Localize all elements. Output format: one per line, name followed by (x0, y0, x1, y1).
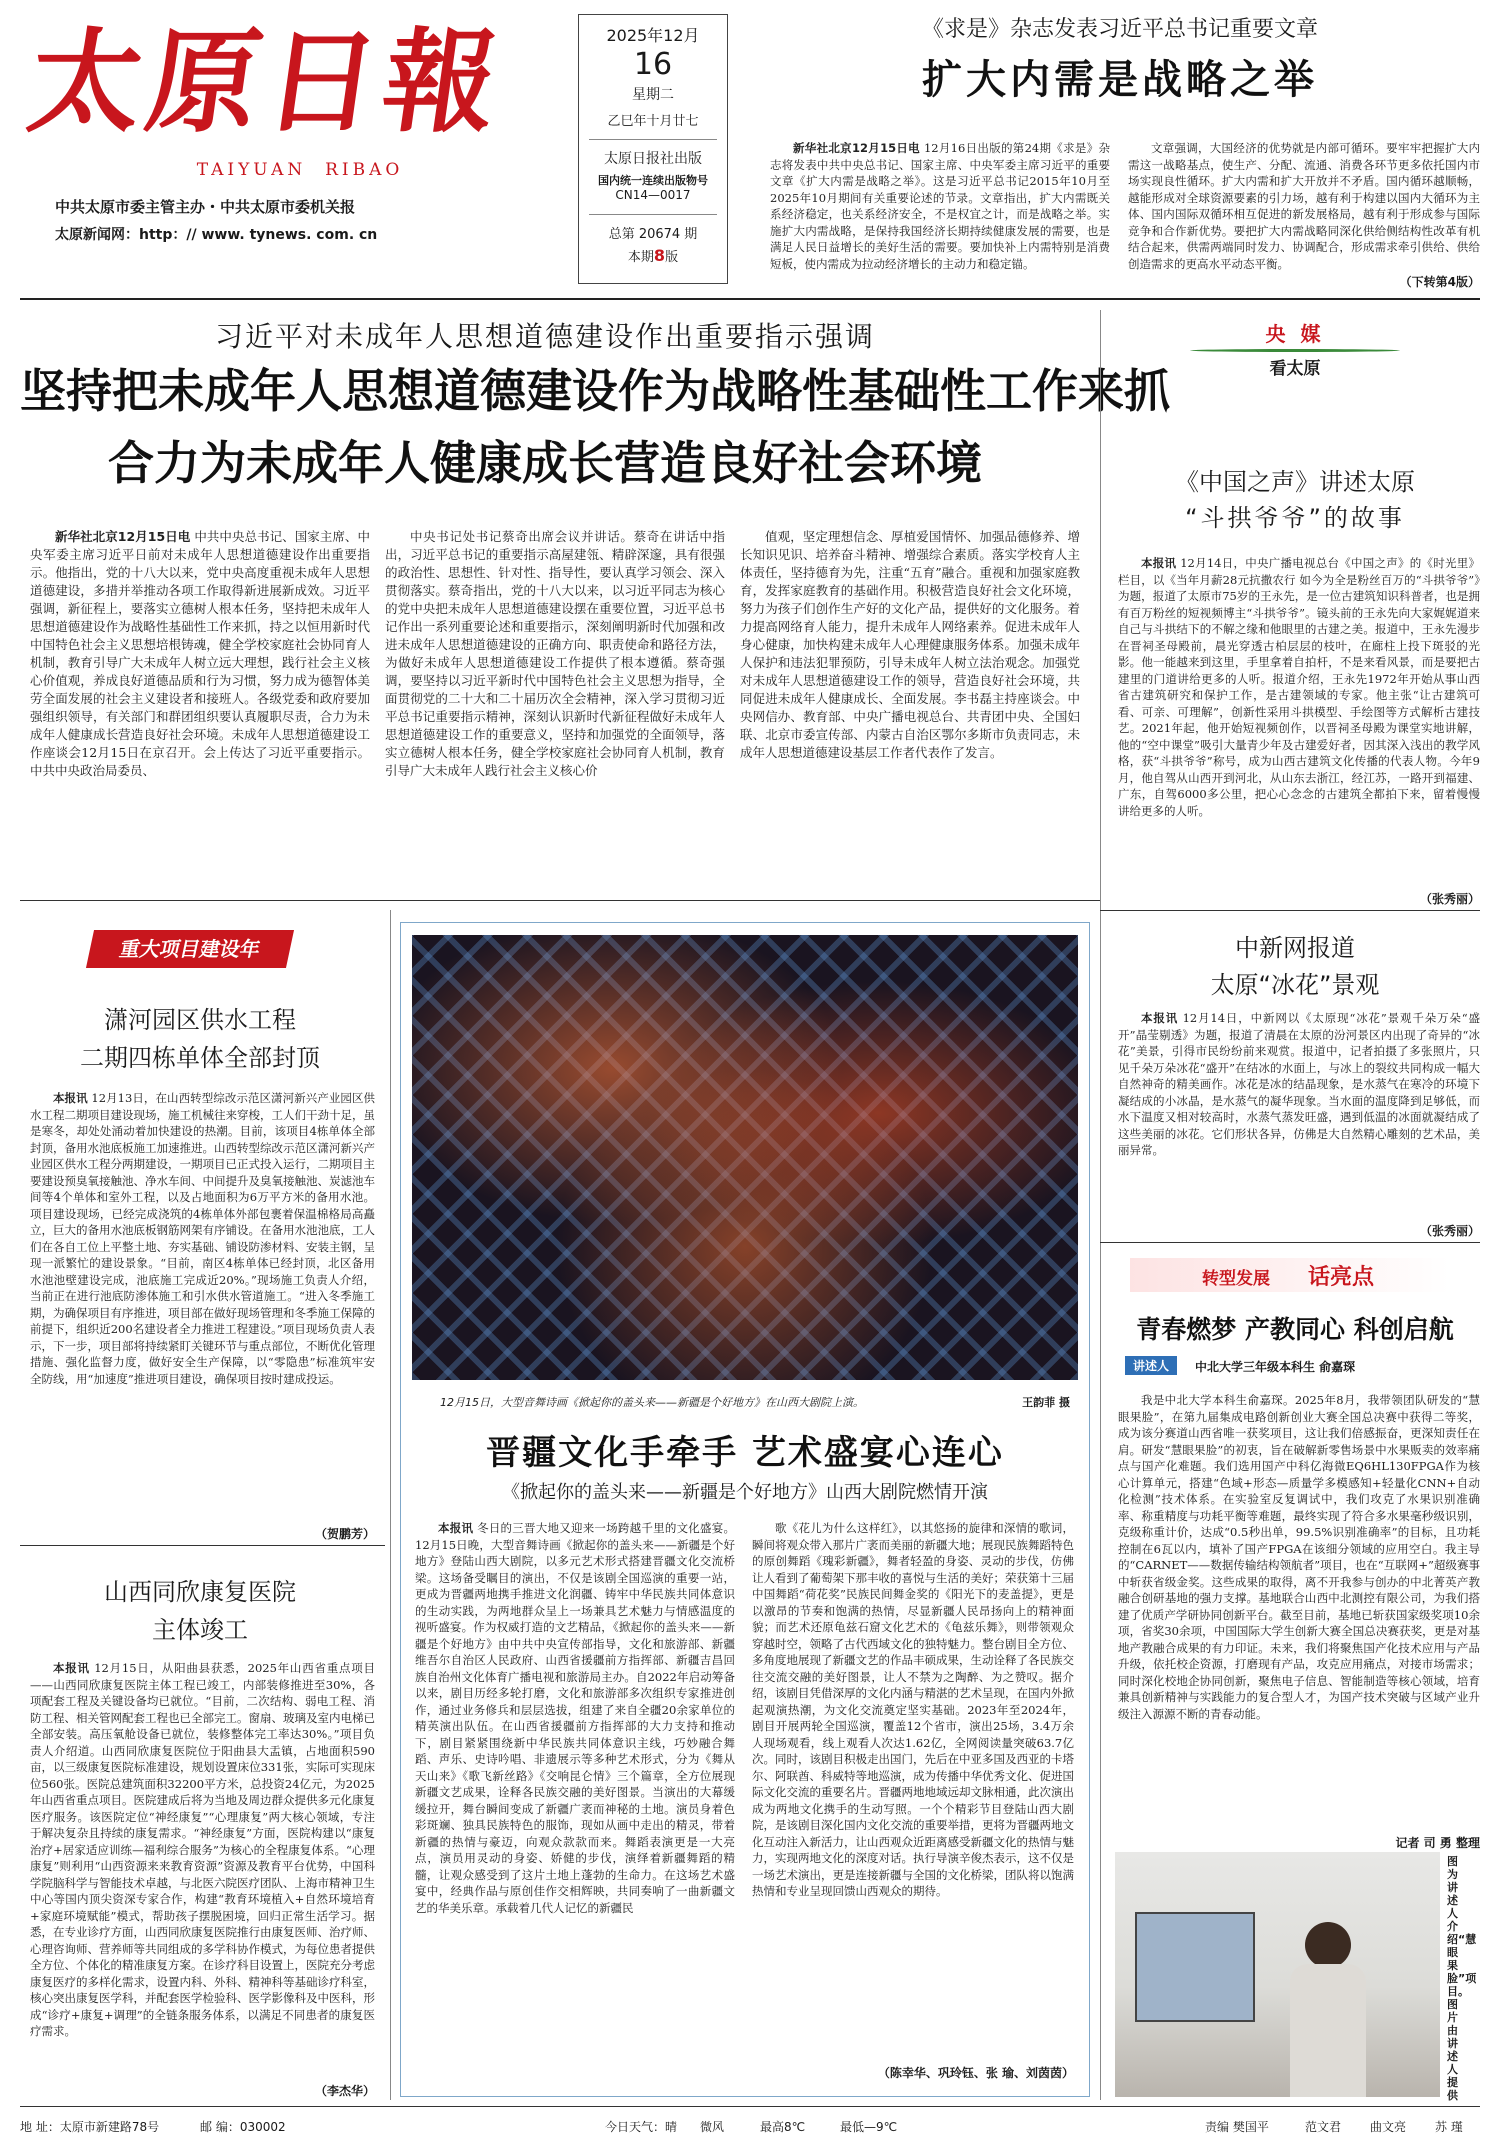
cctv-logo-sub: 看太原 (1269, 359, 1321, 379)
footer-reviewer: 曲文亮 (1370, 2120, 1407, 2134)
lead-column-1 (30, 528, 370, 878)
photo-credit: 王韵菲 摄 (1022, 1396, 1070, 1409)
lead-text-1: 中共中央总书记、国家主席、中央军委主席习近平日前对未成年人思想道德建设作出重要指示。他指出，党的十八大以来，党中央高度重视未成年人思想道德建设，多措并举推动各项工作取得新进展新成效。习近平强调，新征程上，要落实立德树人根本任务，坚持把未成年人思想道德建设作为战略性基础性工作来抓，持之以恒用新时代中国特色社会主义思想培根铸魂，健全学校家庭社会协同育人机制，教育引导广大未成年人树立远大理想，践行社会主义核心价值观，养成良好道德品质和行为习惯，努力成为德智体美劳全面发展的社会主义建设者和接班人。各级党委和政府要加强组织领导，有关部门和群团组织要认真履职尽责，合力为未成年人健康成长营造良好社会环境。未成年人思想道德建设工作座谈会12月15日在京召开。会上传达了习近平重要指示。中共中央政治局委员、 (30, 529, 370, 778)
cctv-headline-2: “斗拱爷爷”的故事 (1185, 504, 1405, 532)
project-credit: （贺鹏芳） (314, 1527, 375, 1541)
cns-headline-2: 太原“冰花”景观 (1210, 971, 1380, 999)
project-body (30, 1090, 375, 1525)
cn-number: CN14—0017 (615, 188, 691, 202)
culture-headline: 晋疆文化手牵手 艺术盛宴心连心 (486, 1433, 1004, 1473)
photo-caption: 12月15日，大型音舞诗画《掀起你的盖头来——新疆是个好地方》在山西大剧院上演。 (440, 1396, 864, 1409)
talk-tag-plain: 转型发展 (1202, 1269, 1270, 1289)
cctv-logo-red: 央 媒 (1265, 322, 1325, 346)
culture-text-1: 冬日的三晋大地又迎来一场跨越千里的文化盛宴。12月15日晚，大型音舞诗画《掀起你的盖头来——新疆是个好地方》登陆山西大剧院，以多元艺术形式搭建晋疆文化交流桥梁。这场备受瞩目的演出，不仅是该剧全国巡演的重要一站，更成为晋疆两地携手推进文化润疆、铸牢中华民族共同体意识的生动实践，为两地群众呈上一场兼具艺术魅力与情感温度的视听盛宴。作为权威打造的文艺精品，《掀起你的盖头来——新疆是个好地方》由中共中央宣传部指导，文化和旅游部、新疆维吾尔自治区人民政府、山西省援疆前方指挥部、新疆吉昌回族自治州文化体育广播电视和旅游局主办。自2022年启动筹备以来，剧目历经多轮打磨，文化和旅游部多次组织专家推进创作，通过业务修兵和层层选拔，组建了来自全疆20余家单位的精英演出队伍。在山西省援疆前方指挥部的大力支持和推动下，剧目紧紧围绕新中华民族共同体意识主线，巧妙融合舞蹈、声乐、史诗吟唱、非遗展示等多种艺术形式，分为《舞从天山来》《歌飞新丝路》《交响昆仑情》三个篇章，全方位展现新疆文艺成果，诠释各民族交融的美好图景。当演出的大幕缓缓拉开，舞台瞬间变成了新疆广袤而神秘的土地。演员身着色彩斑斓、独具民族特色的服饰，现如从画中走出的精灵，带着新疆的热情与豪迈，向观众款款而来。舞蹈表演更是一大亮点，演员用灵动的身姿、娇健的步伐，演绎着新疆舞蹈的精髓，让观众感受到了这片土地上蓬勃的生命力。在这场艺术盛宴中，经典作品与原创佳作交相辉映，共同奏响了一曲新疆文艺的华美乐章。承载着几代人记忆的新疆民 (415, 1521, 735, 1915)
talk-writer: 记者 司 勇 整理 (1395, 1836, 1480, 1850)
cctv-text: 12月14日，中央广播电视总台《中国之声》的《时光里》栏目，以《当年月薪28元抗撒农行 如今为全是粉丝百万的“斗拱爷爷”》为题，报道了太原市75岁的王永先，是一位古建筑知识科普者，也是拥有百万粉丝的短视频博主“斗拱爷爷”。镜头前的王永先向大家娓娓道来自己与斗拱结下的不解之缘和他眼里的古建之美。报道中，王永先漫步在晋祠圣母殿前，晨光穿透古柏层层的枝叶，在廊柱上投下斑驳的光影。他一能越来到这里，手里拿着自拍杆，不是来看风景，而是要把古建里的门道讲给更多的人听。报道介绍，王永先1972年开始从事山西省古建筑研究和保护工作，是古建领域的专家。他主张“让古建筑可看、可亲、可理解”，创新性采用斗拱模型、手绘图等方式解析古建技艺。2021年起，他开始短视频创作，以晋祠圣母殿为课堂实地讲解，他的“空中课堂”吸引大量青少年及古建爱好者，因其深入浅出的教学风格，获“斗拱爷爷”称号，成为山西古建筑文化传播的代表人物。今年9月，他自驾从山西开到河北，从山东去浙江，经江苏，一路开到福建、广东，自驾6000多公里，把心心念念的古建筑全都拍下来，留着慢慢讲给更多的人听。 (1118, 556, 1480, 818)
newspaper-logo-pinyin: TAIYUAN RIBAO (196, 160, 404, 180)
cns-credit: （张秀丽） (1419, 1224, 1480, 1238)
lead-text-2: 中央书记处书记蔡奇出席会议并讲话。蔡奇在讲话中指出，习近平总书记的重要指示高屋建瓴、精辟深邃，具有很强的政治性、思想性、针对性、指导性，要认真学习领会、深入贯彻落实。蔡奇指出，党的十八大以来，以习近平同志为核心的党中央把未成年人思想道德建设摆在重要位置，习近平总书记作出一系列重要论述和重要指示，深刻阐明新时代加强和改进未成年人思想道德建设的正确方向、职责使命和路径方法，为做好未成年人思想道德建设工作提供了根本遵循。蔡奇强调，要坚持以习近平新时代中国特色社会主义思想为指导，全面贯彻党的二十大和二十届历次全会精神，深入学习贯彻习近平总书记重要指示精神，深刻认识新时代新征程做好未成年人思想道德建设工作的重要意义，坚持和加强党的全面领导，落实立德树人根本任务，健全学校家庭社会协同育人机制，教育引导广大未成年人践行社会主义核心价 (385, 529, 725, 778)
lead-column-3 (740, 528, 1080, 878)
lead-headline-1: 坚持把未成年人思想道德建设作为战略性基础性工作来抓 (20, 364, 1170, 418)
culture-column-2 (752, 1520, 1074, 2060)
dateline-year-month: 2025年12月 (606, 26, 700, 45)
cctv-credit: （张秀丽） (1419, 892, 1480, 906)
cn-label: 国内统一连续出版物号 (598, 174, 708, 187)
lead-headline-2: 合力为未成年人健康成长营造良好社会环境 (108, 436, 982, 490)
cctv-lead: 本报讯 (1141, 556, 1177, 570)
footer-address: 地 址：太原市新建路78号 (20, 2120, 160, 2134)
talk-headline: 青春燃梦 产教同心 科创启航 (1136, 1315, 1454, 1344)
culture-text-2: 歌《花儿为什么这样红》，以其悠扬的旋律和深情的歌词，瞬间将观众带入那片广袤而美丽的新疆大地；展现民族舞蹈特色的原创舞蹈《瑰彩新疆》，舞者轻盈的身姿、灵动的步伐，仿佛让人看到了葡萄架下那丰收的喜悦与生活的美好；荣获第十三届中国舞蹈“荷花奖”民族民间舞金奖的《阳光下的麦盖提》，更是以激昂的节奏和饱满的热情，尽显新疆人民昂扬向上的精神面貌；而艺术还原龟兹石窟文化艺术的《龟兹乐舞》，则带领观众穿越时空，领略了古代西域文化的独特魅力。整台剧目全方位、多角度地展现了新疆文艺的作品丰硕成果，生动诠释了各民族交往交流交融的美好图景，让人不禁为之陶醉、为之赞叹。据介绍，该剧目凭借深厚的文化内涵与精湛的艺术呈现，在国内外掀起观演热潮，为文化交流奠定坚实基础。2023年至2024年，剧目开展两轮全国巡演，覆盖12个省市，演出25场，3.4万余人现场观看，线上观看人次达1.62亿，全网阅读量突破63.7亿次。同时，该剧目积极走出国门，先后在中亚多国及西亚的卡塔尔、阿联酋、科威特等地巡演，成为传播中华优秀文化、促进国际文化交流的重要名片。晋疆两地地域远却文脉相通，此次演出成为两地文化携手的生动写照。一个个精彩节目登陆山西大剧院，是该剧目深化国内文化交流的重要举措，更将为晋疆两地文化互动注入新活力，让山西观众近距离感受新疆文化的热情与魅力，实现两地文化的深度对话。执行导演辛俊杰表示，这不仅是一场艺术演出，更是连接新疆与全国的文化桥梁，团队将以饱满热情和专业呈现回馈山西观众的期待。 (752, 1521, 1074, 1898)
footer-high: 最高8℃ (760, 2120, 806, 2134)
project-text: 12月13日，在山西转型综改示范区潇河新兴产业园区供水工程二期项目建设现场，施工机械往来穿梭，工人们干劲十足，虽是寒冬，却处处涌动着加快建设的热潮。目前，该项目4栋单体全部封顶，备用水池底板施工加速推进。山西转型综改示范区潇河新兴产业园区供水工程分两期建设，一期项目已正式投入运行，二期项目主要建设预臭氧接触池、净水车间、中间提升及臭氧接触池、炭滤池车间等4个单体和室外工程，以及占地面积为6万平方米的备用水池。项目建设现场，已经完成浇筑的4栋单体外部包裹着保温棉格局高矗立，巨大的备用水池底板钢筋网架有序铺设。在备用水池池底，工人们在各自工位上平整土地、夯实基础、铺设防渗材料、安装主钢，呈现一派繁忙的建设景象。“目前，南区4栋单体已经封顶，北区备用水池池壁建设完成，池底施工完成近20%。”现场施工负责人介绍，当前正在进行池底防渗体施工和引水供水管道施工。“进入冬季施工期，为确保项目有序推进，项目部在做好现场管理和冬季施工保障的前提下，组织近200名建设者全力推进工程建设。”项目现场负责人表示，下一步，项目部将持续紧盯关键环节与重点部位，不断优化管理措施、强化监督力度，做好安全生产保障，以“零隐患”标准筑牢安全防线，用“加速度”推进项目建设，确保项目按时建成投运。 (30, 1091, 375, 1386)
footer-zip: 邮 编：030002 (200, 2120, 286, 2134)
cns-lead: 本报讯 (1141, 1011, 1179, 1025)
footer-low: 最低—9℃ (840, 2120, 898, 2134)
lead-column-2 (385, 528, 725, 878)
culture-column-1 (415, 1520, 735, 2080)
project-lead: 本报讯 (53, 1091, 88, 1105)
talk-tag-bold: 话亮点 (1308, 1265, 1375, 1290)
cctv-body (1118, 555, 1480, 891)
talk-text: 我是中北大学本科生俞嘉琛。2025年8月，我带领团队研发的“慧眼果脸”，在第九届集成电路创新创业大赛全国总决赛中获得二等奖，成为该分赛道山西省唯一获奖项目，这让我们倍感振奋，更深知责任在肩。研发“慧眼果脸”的初衷，旨在破解新零售场景中水果贩卖的效率痛点与国产化难题。我们选用国产中科亿海微EQ6HL130FPGA作为核心计算单元，搭建“色域+形态—质量学多模感知+轻量化CNN+自动化检测”技术体系。在实验室反复调试中，我们攻克了水果识别准确率、称重精度与功耗平衡等难题，最终实现了符合多水果毫秒级识别，克级称重计价，达成“0.5秒出单，99.5%识别准确率”的目标，且功耗控制在6瓦以内，填补了国产FPGA在该细分领域的应用空白。我主导的“CARNET——数据传输结构领航者”项目，也在“互联网+”超级赛事中斩获省级金奖。这些成果的取得，离不开我参与创办的中北菁英产教融合创研基地的强力支撑。基地联合山西中北测控有限公司，为我们搭建了优质产学研协同创新平台。截至目前，基地已斩获国家级奖项10余项，省奖30余项，中国国际大学生创新大赛全国总决赛获奖，更是对基地产教融合成果的有力印证。未来，我们将聚焦国产化技术应用与产品升级，依托校企资源，打磨现有产品，攻克应用痛点，对接市场需求；同时深化校地企协同创新，聚焦电子信息、智能制造等核心领域，培育兼具创新精神与实践能力的复合型人才，为国产技术突破与区域产业升级注入源源不断的青春动能。 (1118, 1393, 1480, 1721)
culture-lead: 本报讯 (438, 1521, 474, 1535)
cctv-headline-1: 《中国之声》讲述太原 (1175, 468, 1415, 496)
lead-text-3: 值观，坚定理想信念、厚植爱国情怀、加强品德修养、增长知识见识、培养奋斗精神、增强综合素质。落实学校育人主体责任，坚持德育为先，注重“五育”融合。重视和加强家庭教育，发挥家庭教育的基础作用。积极营造良好社会文化环境，努力为孩子们创作生产好的文化产品，提供好的文化服务。着力提高网络育人能力，提升未成年人网络素养。促进未成年人身心健康，加快构建未成年人心理健康服务体系。加强未成年人保护和违法犯罪预防，引导未成年人树立法治观念。加强党对未成年人思想道德建设工作的领导，营造良好社会环境，共同促进未成年人健康成长、全面发展。李书磊主持座谈会。中央网信办、教育部、中央广播电视总台、共青团中央、全国妇联、北京市委宣传部、内蒙古自治区鄂尔多斯市负责同志，未成年人思想道德建设基层工作者代表作了发言。 (740, 529, 1080, 760)
hospital-credit: （李杰华） (314, 2084, 375, 2098)
cns-body (1118, 1010, 1480, 1220)
lead-kicker: 习近平对未成年人思想道德建设作出重要指示强调 (214, 320, 875, 353)
talk-speaker-label: 讲述人 (1125, 1356, 1177, 1375)
talk-speaker: 中北大学三年级本科生 俞嘉琛 (1195, 1360, 1356, 1374)
footer-bar (20, 2114, 1480, 2138)
pages-number: 8 (653, 246, 666, 265)
hospital-headline-1: 山西同欣康复医院 (104, 1578, 296, 1606)
pages-prefix: 本期 (627, 250, 654, 265)
cctv-bottom-rule (1100, 910, 1480, 911)
footer-weather: 今日天气：晴 (605, 2120, 678, 2134)
footer-editor: 责编 樊国平 (1205, 2120, 1269, 2134)
issue-total: 总第 20674 期 (608, 227, 698, 242)
culture-subhead: 《掀起你的盖头来——新疆是个好地方》山西大剧院燃情开演 (502, 1482, 988, 1503)
hospital-headline-2: 主体竣工 (152, 1616, 248, 1644)
talk-body (1118, 1392, 1480, 1832)
cns-headline-1: 中新网报道 (1235, 934, 1355, 962)
hospital-lead: 本报讯 (53, 1661, 90, 1675)
qiushi-dateline: 新华社北京12月15日电 (793, 141, 920, 155)
qiushi-headline: 扩大内需是战略之举 (922, 57, 1318, 103)
qiushi-text-1: 12月16日出版的第24期《求是》杂志将发表中共中央总书记、国家主席、中央军委主席习近平的重要文章《扩大内需是战略之举》。这是习近平总书记2015年10月至2025年10月期间有关重要论述的节录。文章指出，扩大内需既关系经济稳定，也关系经济安全，不是权宜之计，而是战略之举。实施扩大内需战略，是保持我国经济长期持续健康发展的需要，也是满足人民日益增长的美好生活的需要。要加快补上内需特别是消费短板，使内需成为拉动经济增长的主动力和稳定锚。 (770, 141, 1110, 271)
right-column-rule (1100, 310, 1101, 2100)
project-tag: 重大项目建设年 (86, 930, 294, 968)
qiushi-text-2: 文章强调，大国经济的优势就是内部可循环。要牢牢把握扩大内需这一战略基点，使生产、分配、流通、消费各环节更多依托国内市场实现良性循环。扩大内需和扩大开放并不矛盾。国内循环越顺畅，越能形成对全球资源要素的引力场，越有利于构建以国内大循环为主体、国内国际双循环相互促进的新发展格局，越有利于形成参与国际竞争和合作新优势。要把扩大内需战略同深化供给侧结构性改革有机结合起来，供需两端同时发力、协调配合，形成需求牵引供给、供给创造需求的更高水平动态平衡。 (1128, 141, 1480, 271)
dateline-day: 16 (633, 47, 673, 82)
footer-designer: 范文君 (1305, 2120, 1342, 2134)
culture-credit: （陈幸华、巩玲钰、张 瑜、刘茵茵） (877, 2066, 1074, 2080)
newspaper-logo: 太原日報 (20, 17, 512, 148)
footer-proof: 苏 瑾 (1435, 2120, 1463, 2134)
dateline-lunar: 乙巳年十月廿七 (607, 114, 699, 129)
cns-bottom-rule (1100, 1242, 1480, 1243)
cns-text: 12月14日，中新网以《太原现“冰花”景观千朵万朵“盛开”晶莹剔透》为题，报道了清晨在太原的汾河景区内出现了奇异的“冰花”美景，引得市民纷纷前来观赏。报道中，记者拍摄了多张照片，只见千朵万朵冰花“盛开”在结冰的水面上，与冰上的裂纹共同构成一幅大自然神奇的精美画作。冰花是冰的结晶现象，是水蒸气在寒冷的环境下凝结成的小冰晶，是水蒸气的凝华现象。当水面的温度降到足够低，而水下温度又相对较高时，水蒸气蒸发旺盛，遇到低温的冰面就凝结成了这些美丽的冰花。它们形状各异，仿佛是大自然精心雕刻的艺术品，美丽异常。 (1118, 1011, 1480, 1157)
website-line[interactable]: 太原新闻网：http：// www. tynews. com. cn (55, 227, 378, 243)
project-bottom-rule (20, 1545, 385, 1546)
footer-rule (20, 2106, 1480, 2107)
lead-bottom-rule (20, 900, 1100, 901)
left-column-rule (390, 910, 391, 2100)
cctv-logo (1180, 318, 1410, 398)
project-headline-2: 二期四栋单体全部封顶 (80, 1044, 320, 1072)
performance-photo[interactable] (412, 935, 1078, 1380)
qiushi-column-1 (770, 140, 1110, 290)
lead-dateline: 新华社北京12月15日电 (55, 529, 191, 544)
footer-wind: 微风 (700, 2120, 725, 2134)
masthead-rule (20, 298, 1480, 300)
pages-suffix: 版 (665, 250, 679, 265)
hospital-body (30, 1660, 375, 2080)
dateline-weekday: 星期二 (632, 87, 674, 103)
qiushi-kicker: 《求是》杂志发表习近平总书记重要文章 (921, 17, 1318, 42)
publisher: 太原日报社出版 (604, 151, 702, 167)
qiushi-column-2 (1128, 140, 1480, 272)
qiushi-continued[interactable]: （下转第4版） (1399, 275, 1480, 289)
hospital-text: 12月15日，从阳曲县获悉，2025年山西省重点项目——山西同欣康复医院主体工程已竣工，内部装修推进至30%，各项配套工程及关键设备均已就位。“目前，二次结构、弱电工程、消防工程、相关管网配套工程也已全部完工。窗扇、玻璃及室内电梯已全部安装。高压氧舱设备已就位，装修整体完工率达30%。”项目负责人介绍道。山西同欣康复医院位于阳曲县大盂镇，占地面积590亩，以三级康复医院标准建设，规划设置床位331张，实际可实现床位560张。医院总建筑面积32200平方米，总投资24亿元，为2025年山西省重点项目。医院建成后将为当地及周边群众提供多元化康复医疗服务。该医院定位“神经康复”“心理康复”两大核心领域，专注于解决复杂且持续的康复需求。“神经康复”方面，医院构建以“康复治疗+居家适应训练—福利综合服务”为核心的全程康复体系。“心理康复”则利用“山西资源来来教育资源”资源及教育平台优势，中国科学院脑科学与智能技术卓越，与北医六院医疗团队、上海市精神卫生中心等国内顶尖资深专家合作，构建“教育环境植入+自然环境培育+家庭环境赋能”模式，帮助孩子摆脱困境，回归正常生活学习。据悉，在专业诊疗方面，山西同欣康复医院推行由康复医师、治疗师、心理咨询师、营养师等共同组成的多学科协作模式，为每位患者提供全方位、个体化的精准康复方案。在诊疗科目设置上，医院充分考虑康复医疗的多样化需求，设置内科、外科、精神科等基础诊疗科室，核心突出康复医学科，并配套医学检验科、医学影像科及中医科，形成“诊疗+康复+调理”的全链条服务体系，以满足不同患者的康复医疗需求。 (30, 1661, 375, 2038)
pages-count (579, 246, 727, 265)
dateline-box (578, 14, 728, 284)
project-headline-1: 潇河园区供水工程 (104, 1006, 296, 1034)
speaker-photo-caption: 图为讲述人介绍“慧眼果脸”项目。图片由讲述人提供 (1447, 1855, 1477, 2102)
speaker-photo[interactable] (1115, 1852, 1440, 2097)
talk-tag (1130, 1258, 1450, 1292)
talk-speaker-row (1125, 1356, 1480, 1376)
sponsor-line: 中共太原市委主管主办・中共太原市委机关报 (55, 198, 356, 216)
